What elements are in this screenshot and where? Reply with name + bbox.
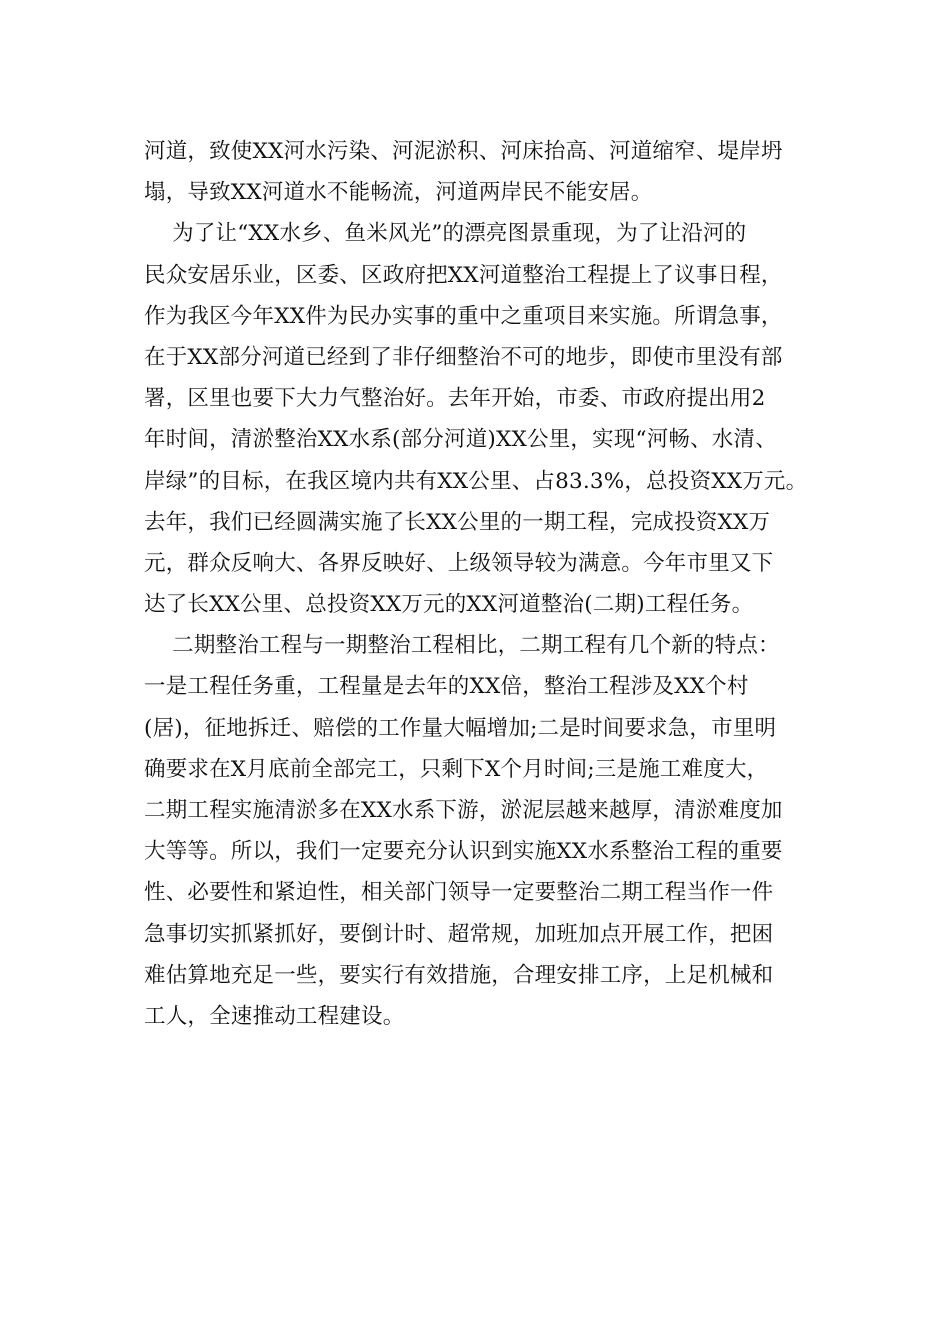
text-line: 河道，致使XX河水污染、河泥淤积、河床抬高、河道缩窄、堤岸坍 xyxy=(144,139,783,164)
text-line: 署，区里也要下大力气整治好。去年开始，市委、市政府提出用2 xyxy=(144,386,766,412)
text-line: 急事切实抓紧抓好，要倒计时、超常规，加班加点开展工作，把困 xyxy=(144,921,774,947)
text-line: 为了让“XX水乡、鱼米风光”的漂亮图景重现，为了让沿河的 xyxy=(144,221,747,247)
text-line: 大等等。所以，我们一定要充分认识到实施XX水系整治工程的重要 xyxy=(144,839,783,865)
text-line: 二期整治工程与一期整治工程相比，二期工程有几个新的特点： xyxy=(144,633,780,659)
text-line: 民众安居乐业，区委、区政府把XX河道整治工程提上了议事日程， xyxy=(144,262,783,288)
text-line: 达了长XX公里、总投资XX万元的XX河道整治(二期)工程任务。 xyxy=(144,592,754,618)
text-line: 塌，导致XX河道水不能畅流，河道两岸民不能安居。 xyxy=(144,180,653,206)
text-line: 作为我区今年XX件为民办实事的重中之重项目来实施。所谓急事， xyxy=(144,303,783,329)
text-line: 元，群众反响大、各界反映好、上级领导较为满意。今年市里又下 xyxy=(144,550,774,576)
text-line: 工人，全速推动工程建设。 xyxy=(144,1003,405,1029)
text-line: 岸绿”的目标，在我区境内共有XX公里、占83.3%，总投资XX万元。 xyxy=(144,468,808,494)
text-line: 难估算地充足一些，要实行有效措施，合理安排工序，上足机械和 xyxy=(144,962,774,988)
text-line: 性、必要性和紧迫性，相关部门领导一定要整治二期工程当作一件 xyxy=(144,880,774,906)
text-line: 去年，我们已经圆满实施了长XX公里的一期工程，完成投资XX万 xyxy=(144,509,771,535)
text-line: 在于XX部分河道已经到了非仔细整治不可的地步，即使市里没有部 xyxy=(144,344,783,370)
document-body xyxy=(144,131,812,1037)
text-line: 二期工程实施清淤多在XX水系下游，淤泥层越来越厚，清淤难度加 xyxy=(144,798,783,823)
text-line: (居)，征地拆迁、赔偿的工作量大幅增加;二是时间要求急，市里明 xyxy=(144,715,777,741)
text-line: 一是工程任务重，工程量是去年的XX倍，整治工程涉及XX个村 xyxy=(144,674,749,700)
text-line: 确要求在X月底前全部完工，只剩下X个月时间;三是施工难度大， xyxy=(144,756,769,782)
text-line: 年时间，清淤整治XX水系(部分河道)XX公里，实现“河畅、水清、 xyxy=(144,427,777,453)
